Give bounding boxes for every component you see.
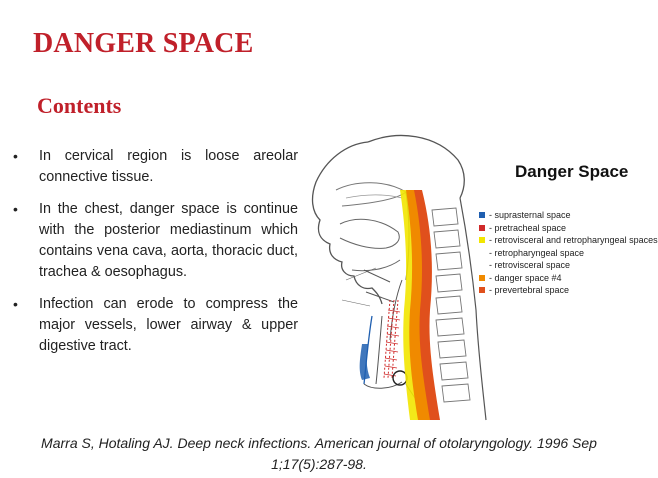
bullet-list — [12, 146, 298, 368]
bullet-dot-icon: • — [13, 148, 18, 164]
legend-swatch — [479, 287, 485, 293]
bullet-text: In the chest, danger space is continue with the posterior mediastinum which contains vena cava, aorta, thoracic duct, trachea & oesophagus. — [39, 201, 298, 280]
bullet-text: Infection can erode to compress the major vessels, lower airway & upper digestive tract. — [39, 296, 298, 354]
legend-swatch — [479, 237, 485, 243]
bullet-text: In cervical region is loose areolar connective tissue. — [39, 148, 298, 185]
legend-label: - pretracheal space — [489, 222, 567, 233]
legend-label: - suprasternal space — [489, 210, 571, 220]
bullet-dot-icon: • — [13, 296, 18, 312]
legend-label: - retropharyngeal space — [489, 247, 585, 258]
legend-item — [479, 209, 658, 222]
figure-title: Danger Space — [515, 162, 629, 181]
legend-swatch — [479, 212, 485, 218]
legend-item — [479, 234, 658, 247]
bullet-item — [12, 146, 298, 188]
legend-item — [479, 259, 658, 272]
slide-title: DANGER SPACE — [33, 28, 254, 59]
legend-swatch — [479, 262, 485, 268]
citation: Marra S, Hotaling AJ. Deep neck infections. American journal of otolaryngology. 1996 Sep 1;17(5):287-98. — [41, 435, 597, 472]
legend-label: - prevertebral space — [489, 285, 570, 295]
bullet-item — [12, 294, 298, 357]
slide-subtitle: Contents — [37, 93, 122, 118]
legend-label: - retrovisceral space — [489, 260, 571, 270]
legend-label: - danger space #4 — [489, 272, 562, 283]
bullet-item — [12, 199, 298, 283]
legend-item — [479, 284, 658, 297]
legend-item — [479, 272, 658, 285]
legend-item — [479, 247, 658, 260]
legend-swatch — [479, 225, 485, 231]
legend-swatch — [479, 275, 485, 281]
anatomy-figure — [306, 120, 658, 423]
legend-swatch — [479, 250, 485, 256]
bullet-dot-icon: • — [13, 201, 18, 217]
figure-legend — [479, 209, 658, 297]
legend-label: - retrovisceral and retropharyngeal spaces — [489, 235, 658, 245]
legend-item — [479, 222, 658, 235]
